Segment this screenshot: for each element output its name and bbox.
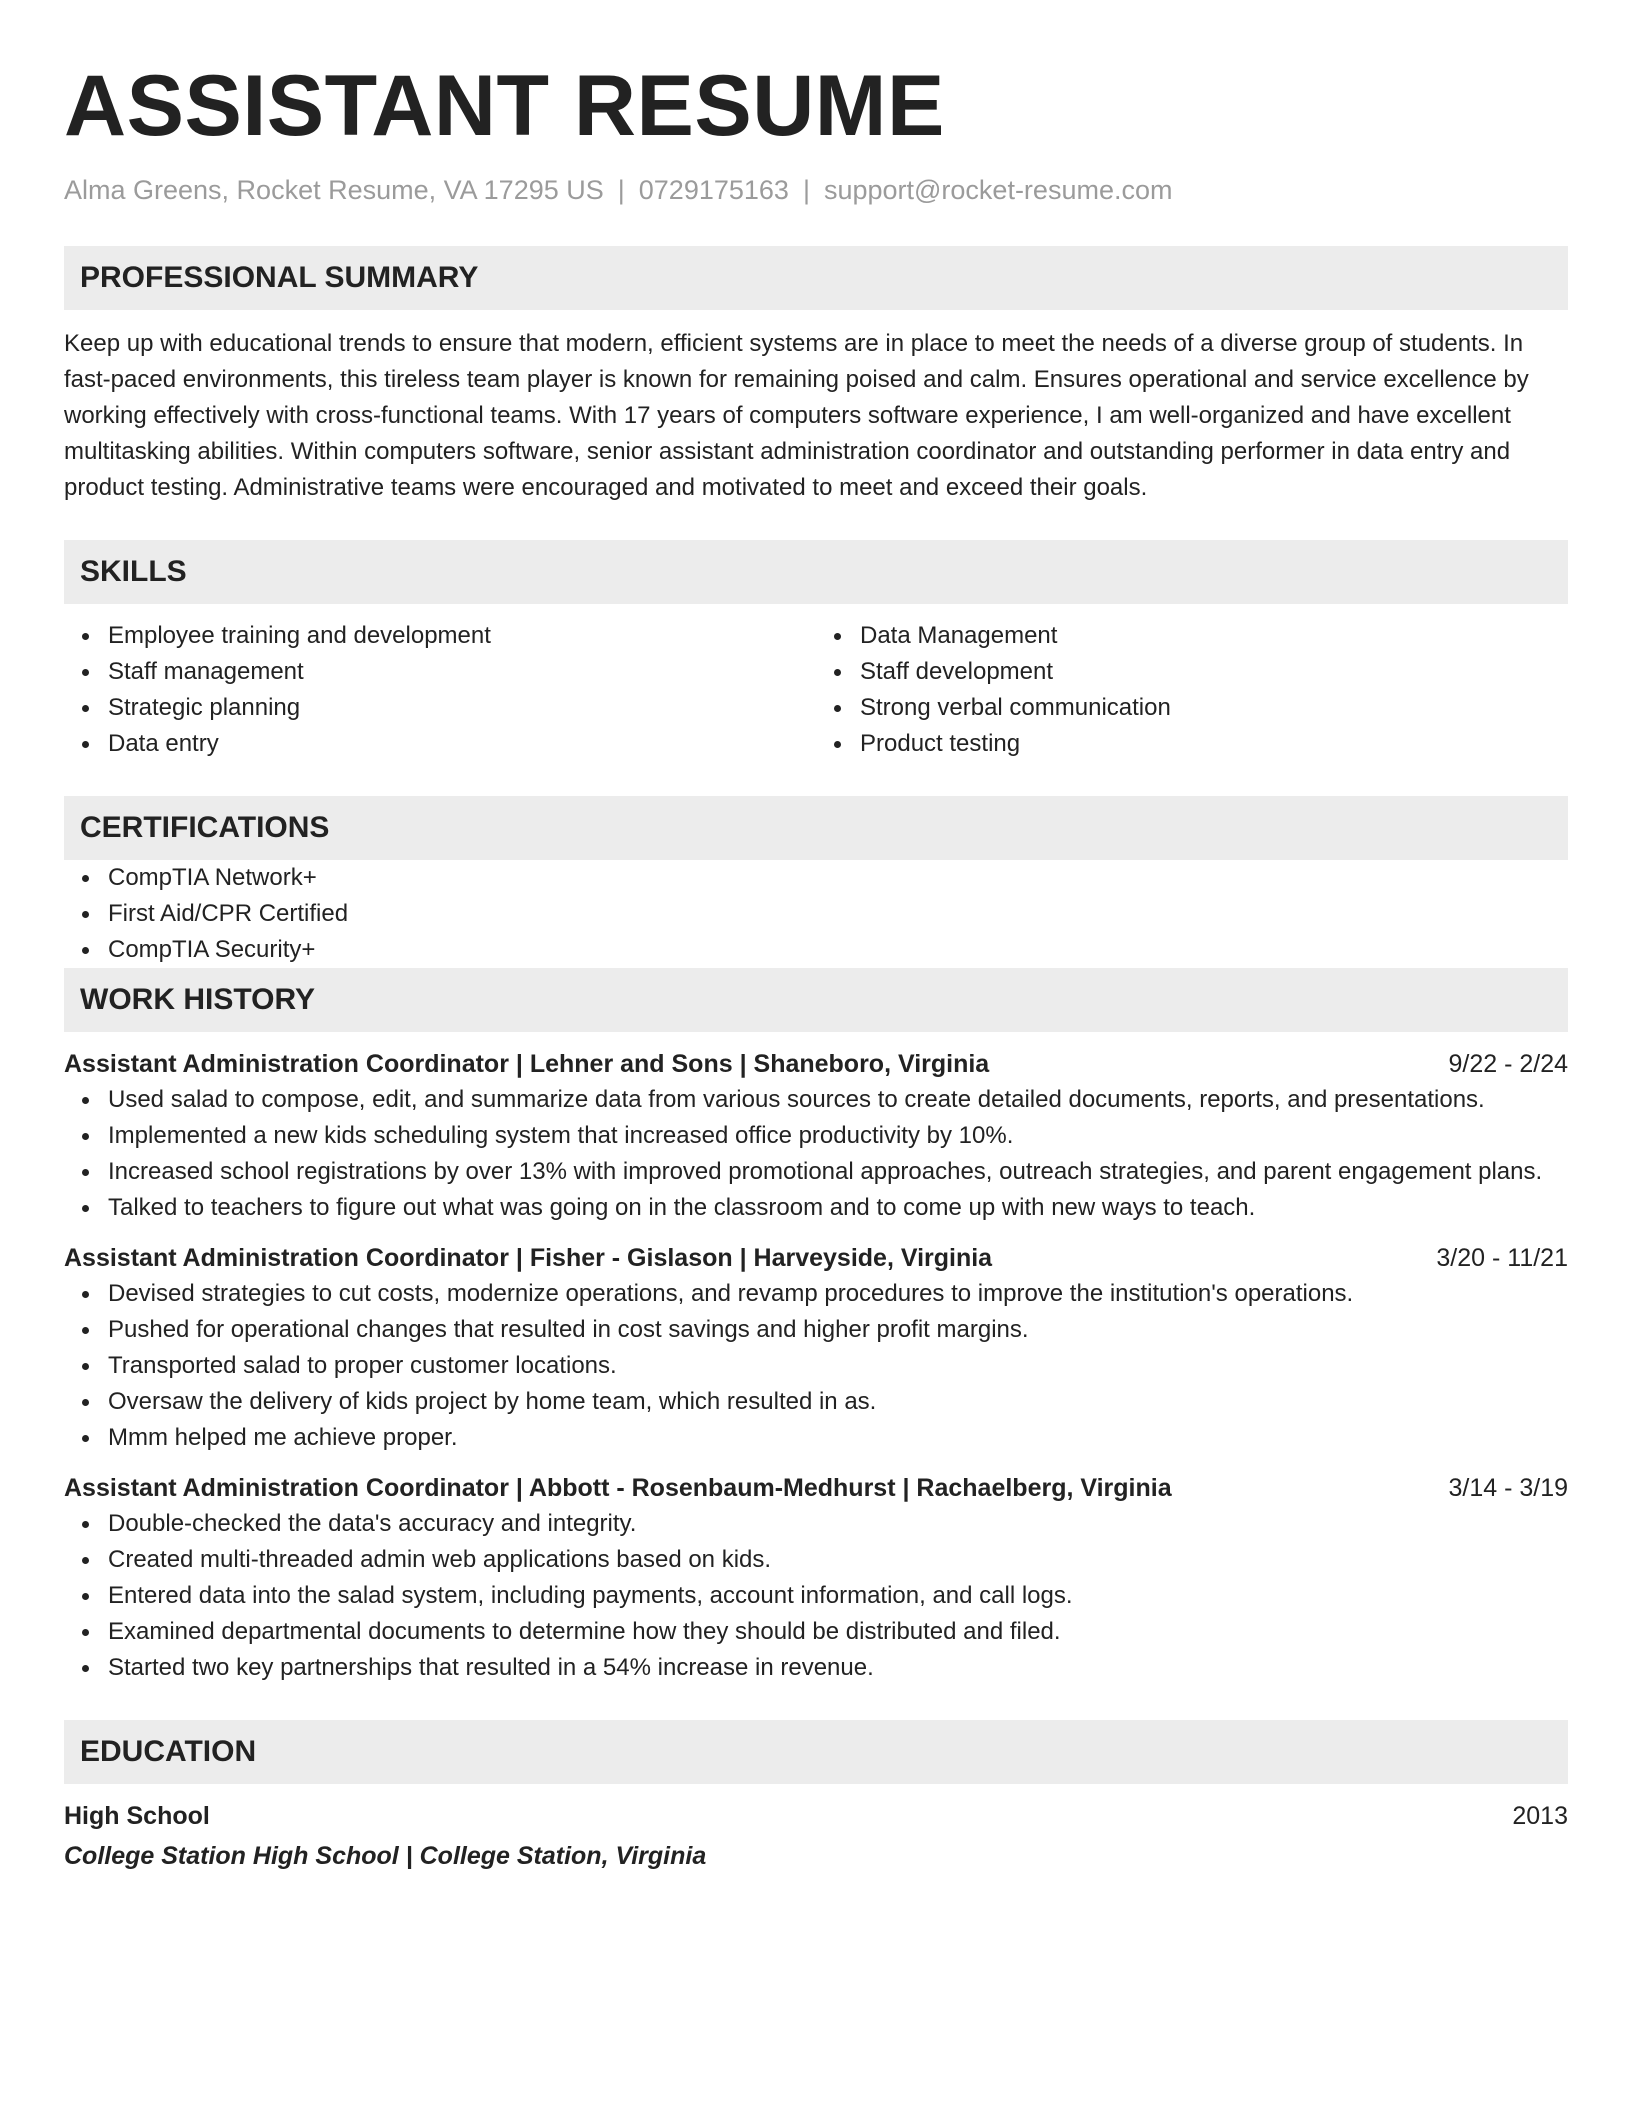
education-school: College Station High School | College Station, Virginia <box>64 1842 707 1870</box>
job-bullet: Started two key partnerships that resulted in a 54% increase in revenue. <box>108 1650 1568 1686</box>
job-bullet: Created multi-threaded admin web applications based on kids. <box>108 1542 1568 1578</box>
certification-item: CompTIA Network+ <box>108 860 1568 896</box>
skill-item: Data Management <box>860 618 1568 654</box>
certifications-list <box>64 860 1568 968</box>
job-bullet: Double-checked the data's accuracy and integrity. <box>108 1506 1568 1542</box>
contact-separator: | <box>617 175 625 205</box>
job-bullet: Devised strategies to cut costs, modernize operations, and revamp procedures to improve the institution's operations. <box>108 1276 1568 1312</box>
job-bullet: Increased school registrations by over 13% with improved promotional approaches, outreach strategies, and parent engagement plans. <box>108 1154 1568 1190</box>
section-heading-skills: SKILLS <box>64 540 1568 604</box>
skill-item: Data entry <box>108 726 816 762</box>
skill-item: Staff management <box>108 654 816 690</box>
job-dates: 3/20 - 11/21 <box>1436 1244 1568 1272</box>
job-bullet: Entered data into the salad system, including payments, account information, and call logs. <box>108 1578 1568 1614</box>
contact-line <box>64 172 1568 208</box>
job-entry <box>64 1046 1568 1226</box>
job-dates: 9/22 - 2/24 <box>1448 1050 1568 1078</box>
contact-email: support@rocket-resume.com <box>823 175 1173 205</box>
certification-item: First Aid/CPR Certified <box>108 896 1568 932</box>
job-header <box>64 1240 1568 1276</box>
job-bullets <box>64 1276 1568 1456</box>
job-bullet: Transported salad to proper customer locations. <box>108 1348 1568 1384</box>
job-entry <box>64 1470 1568 1686</box>
job-bullet: Implemented a new kids scheduling system that increased office productivity by 10%. <box>108 1118 1568 1154</box>
section-heading-work-history: WORK HISTORY <box>64 968 1568 1032</box>
summary-text: Keep up with educational trends to ensure that modern, efficient systems are in place to meet the needs of a diverse group of students. In fast-paced environments, this tireless team player is known for remaining poised and calm. Ensures operational and service excellence by working effectively with cross-functional teams. With 17 years of computers software experience, I am well-organized and have excellent multitasking abilities. Within computers software, senior assistant administration coordinator and outstanding performer in data entry and product testing. Administrative teams were encouraged and motivated to meet and exceed their goals. <box>64 330 1529 501</box>
job-title: Assistant Administration Coordinator | Abbott - Rosenbaum-Medhurst | Rachaelberg, Virginia <box>64 1474 1172 1502</box>
skill-item: Staff development <box>860 654 1568 690</box>
section-heading-education: EDUCATION <box>64 1720 1568 1784</box>
job-title: Assistant Administration Coordinator | Lehner and Sons | Shaneboro, Virginia <box>64 1050 990 1078</box>
resume-title: ASSISTANT RESUME <box>64 58 945 154</box>
job-bullet: Oversaw the delivery of kids project by home team, which resulted in as. <box>108 1384 1568 1420</box>
education-header <box>64 1798 1568 1834</box>
job-bullets <box>64 1082 1568 1226</box>
job-bullet: Mmm helped me achieve proper. <box>108 1420 1568 1456</box>
job-entry <box>64 1240 1568 1456</box>
job-header <box>64 1046 1568 1082</box>
job-bullet: Used salad to compose, edit, and summarize data from various sources to create detailed documents, reports, and presentations. <box>108 1082 1568 1118</box>
job-header <box>64 1470 1568 1506</box>
job-dates: 3/14 - 3/19 <box>1448 1474 1568 1502</box>
skills-list <box>64 618 1568 762</box>
education-year: 2013 <box>1512 1802 1568 1830</box>
skill-item: Employee training and development <box>108 618 816 654</box>
contact-address: Alma Greens, Rocket Resume, VA 17295 US <box>64 175 604 205</box>
certification-item: CompTIA Security+ <box>108 932 1568 968</box>
job-title: Assistant Administration Coordinator | Fisher - Gislason | Harveyside, Virginia <box>64 1244 993 1272</box>
skill-item: Product testing <box>860 726 1568 762</box>
skills-column-left <box>64 618 816 762</box>
skills-column-right <box>816 618 1568 762</box>
contact-phone: 0729175163 <box>638 175 789 205</box>
contact-separator: | <box>802 175 810 205</box>
section-heading-summary: PROFESSIONAL SUMMARY <box>64 246 1568 310</box>
skill-item: Strategic planning <box>108 690 816 726</box>
job-bullet: Talked to teachers to figure out what was going on in the classroom and to come up with new ways to teach. <box>108 1190 1568 1226</box>
job-bullet: Examined departmental documents to determine how they should be distributed and filed. <box>108 1614 1568 1650</box>
section-heading-certifications: CERTIFICATIONS <box>64 796 1568 860</box>
skill-item: Strong verbal communication <box>860 690 1568 726</box>
job-bullets <box>64 1506 1568 1686</box>
education-degree: High School <box>64 1802 210 1830</box>
job-bullet: Pushed for operational changes that resulted in cost savings and higher profit margins. <box>108 1312 1568 1348</box>
